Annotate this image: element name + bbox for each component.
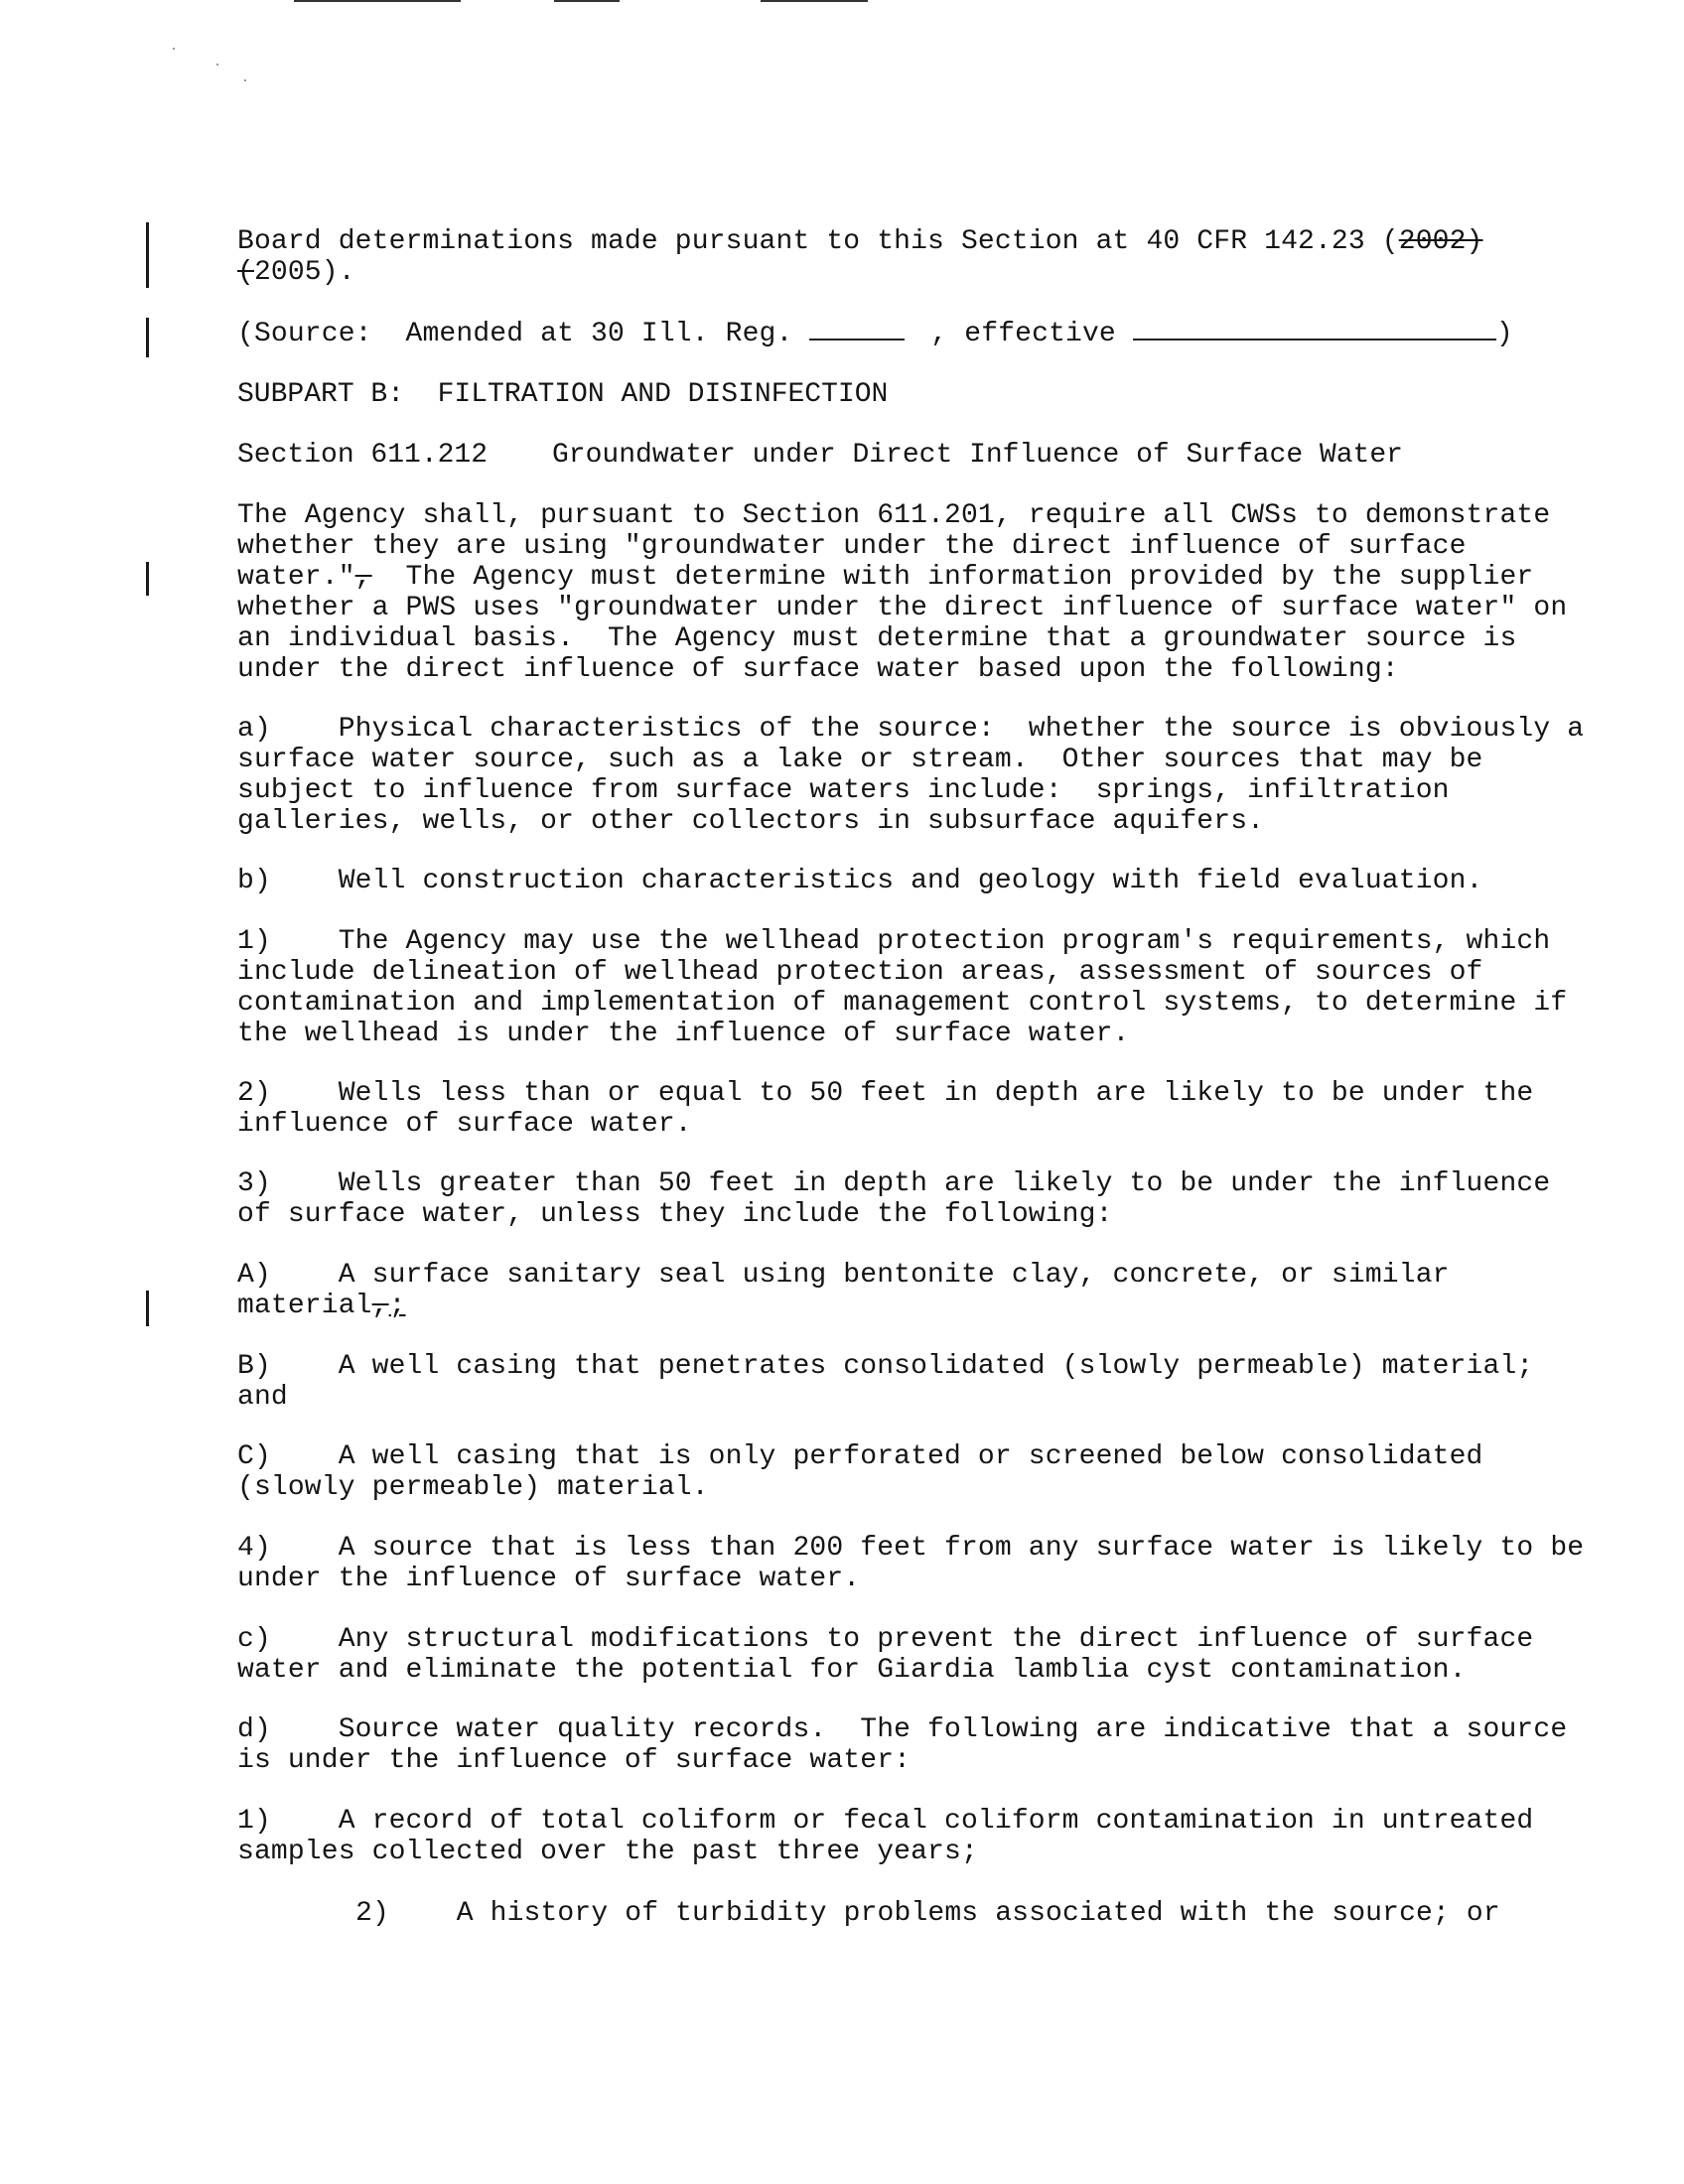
item-b-4 (237, 1533, 1585, 1594)
section-title: Groundwater under Direct Influence of Surface Water (552, 440, 1403, 471)
scan-artifact-line (294, 0, 461, 2)
lead-line-1: Board determinations made pursuant to this Section at 40 CFR 142.23 ( (237, 226, 1399, 257)
source-note-suffix: ) (1495, 319, 1513, 349)
item-C-line: C) A well casing that is only perforated or screened below consolidated (237, 1441, 1483, 1472)
item-b-3 (237, 1168, 1551, 1230)
intro-line: under the direct influence of surface water based upon the following: (237, 654, 1399, 685)
subpart-heading: SUBPART B: FILTRATION AND DISINFECTION (237, 379, 889, 410)
item-c-line: c) Any structural modifications to prevent the direct influence of surface (237, 1624, 1534, 1655)
item-a-line: surface water source, such as a lake or stream. Other sources that may be (237, 745, 1483, 775)
item-B (237, 1351, 1548, 1413)
item-a-line: subject to influence from surface waters include: springs, infiltration (237, 775, 1450, 806)
item-C-line: (slowly permeable) material. (237, 1472, 709, 1503)
change-bar (146, 222, 149, 288)
scan-speck (216, 64, 218, 66)
section-number: Section 611.212 (237, 440, 489, 471)
struck-comma: , (354, 562, 372, 593)
item-b-4-line: under the influence of surface water. (237, 1564, 861, 1594)
item-b: b) Well construction characteristics and geology with field evaluation. (237, 866, 1483, 896)
item-a-line: a) Physical characteristics of the source: whether the source is obviously a (237, 714, 1585, 745)
intro-line: an individual basis. The Agency must determine that a groundwater source is (237, 623, 1517, 654)
intro-line: whether they are using "groundwater under the direct influence of surface (237, 531, 1467, 562)
intro-line: The Agency must determine with information provided by the supplier (371, 562, 1534, 593)
item-d-1 (237, 1806, 1548, 1867)
item-A (237, 1260, 1548, 1321)
item-A-line: A) A surface sanitary seal using bentonite clay, concrete, or similar (237, 1260, 1450, 1291)
inserted-semicolon: ; (388, 1291, 406, 1321)
scan-speck (244, 79, 246, 81)
item-d-1-line: samples collected over the past three years; (237, 1837, 978, 1867)
item-b-1-line: the wellhead is under the influence of surface water. (237, 1019, 1130, 1049)
item-b-2-line: 2) Wells less than or equal to 50 feet in depth are likely to be under the (237, 1078, 1534, 1109)
item-C (237, 1441, 1548, 1503)
struck-paren: ( (237, 257, 254, 288)
item-d-line: is under the influence of surface water: (237, 1745, 912, 1776)
item-b-1-line: include delineation of wellhead protection areas, assessment of sources of (237, 957, 1483, 988)
item-c-line: water and eliminate the potential for Giardia lamblia cyst contamination. (237, 1655, 1467, 1686)
effective-blank (1133, 319, 1496, 341)
item-b-3-line: 3) Wells greater than 50 feet in depth are likely to be under the influence (237, 1168, 1551, 1199)
item-d-line: d) Source water quality records. The following are indicative that a source (237, 1714, 1568, 1745)
intro-line: water." (237, 562, 355, 593)
item-b-2 (237, 1078, 1548, 1140)
item-b-1-line: 1) The Agency may use the wellhead protection program's requirements, which (237, 926, 1551, 957)
item-A-line: material (237, 1291, 372, 1321)
item-a-line: galleries, wells, or other collectors in subsurface aquifers. (237, 806, 1265, 837)
scan-speck (173, 48, 175, 50)
intro-line: whether a PWS uses "groundwater under the direct influence of surface water" on (237, 593, 1568, 623)
item-a (237, 714, 1585, 837)
source-note-prefix: (Source: Amended at 30 Ill. Reg. (237, 319, 810, 349)
scan-artifact-line (554, 0, 620, 2)
item-b-1 (237, 926, 1568, 1049)
item-b-2-line: influence of surface water. (237, 1109, 692, 1140)
lead-paragraph (237, 226, 1548, 288)
struck-year: 2002) (1398, 226, 1483, 257)
reg-blank (809, 319, 905, 341)
item-c (237, 1624, 1548, 1686)
item-B-line: B) A well casing that penetrates consolidated (slowly permeable) material; (237, 1351, 1534, 1382)
item-d-2: 2) A history of turbidity problems associated with the source; or (355, 1898, 1500, 1929)
source-note (237, 319, 1548, 349)
intro-line: The Agency shall, pursuant to Section 611.201, require all CWSs to demonstrate (237, 500, 1551, 531)
struck-comma: , (371, 1291, 389, 1321)
item-b-3-line: of surface water, unless they include the following: (237, 1199, 1113, 1230)
item-d (237, 1714, 1568, 1776)
source-note-middle: , effective (930, 319, 1133, 349)
intro-paragraph (237, 500, 1568, 685)
item-B-line: and (237, 1382, 288, 1413)
lead-line-2: 2005). (253, 257, 355, 288)
item-b-1-line: contamination and implementation of management control systems, to determine if (237, 988, 1568, 1019)
item-d-1-line: 1) A record of total coliform or fecal coliform contamination in untreated (237, 1806, 1534, 1837)
item-b-4-line: 4) A source that is less than 200 feet from any surface water is likely to be (237, 1533, 1585, 1564)
scan-artifact-line (761, 0, 868, 2)
change-bar (146, 1291, 149, 1326)
change-bar (146, 562, 149, 596)
change-bar (146, 318, 149, 357)
